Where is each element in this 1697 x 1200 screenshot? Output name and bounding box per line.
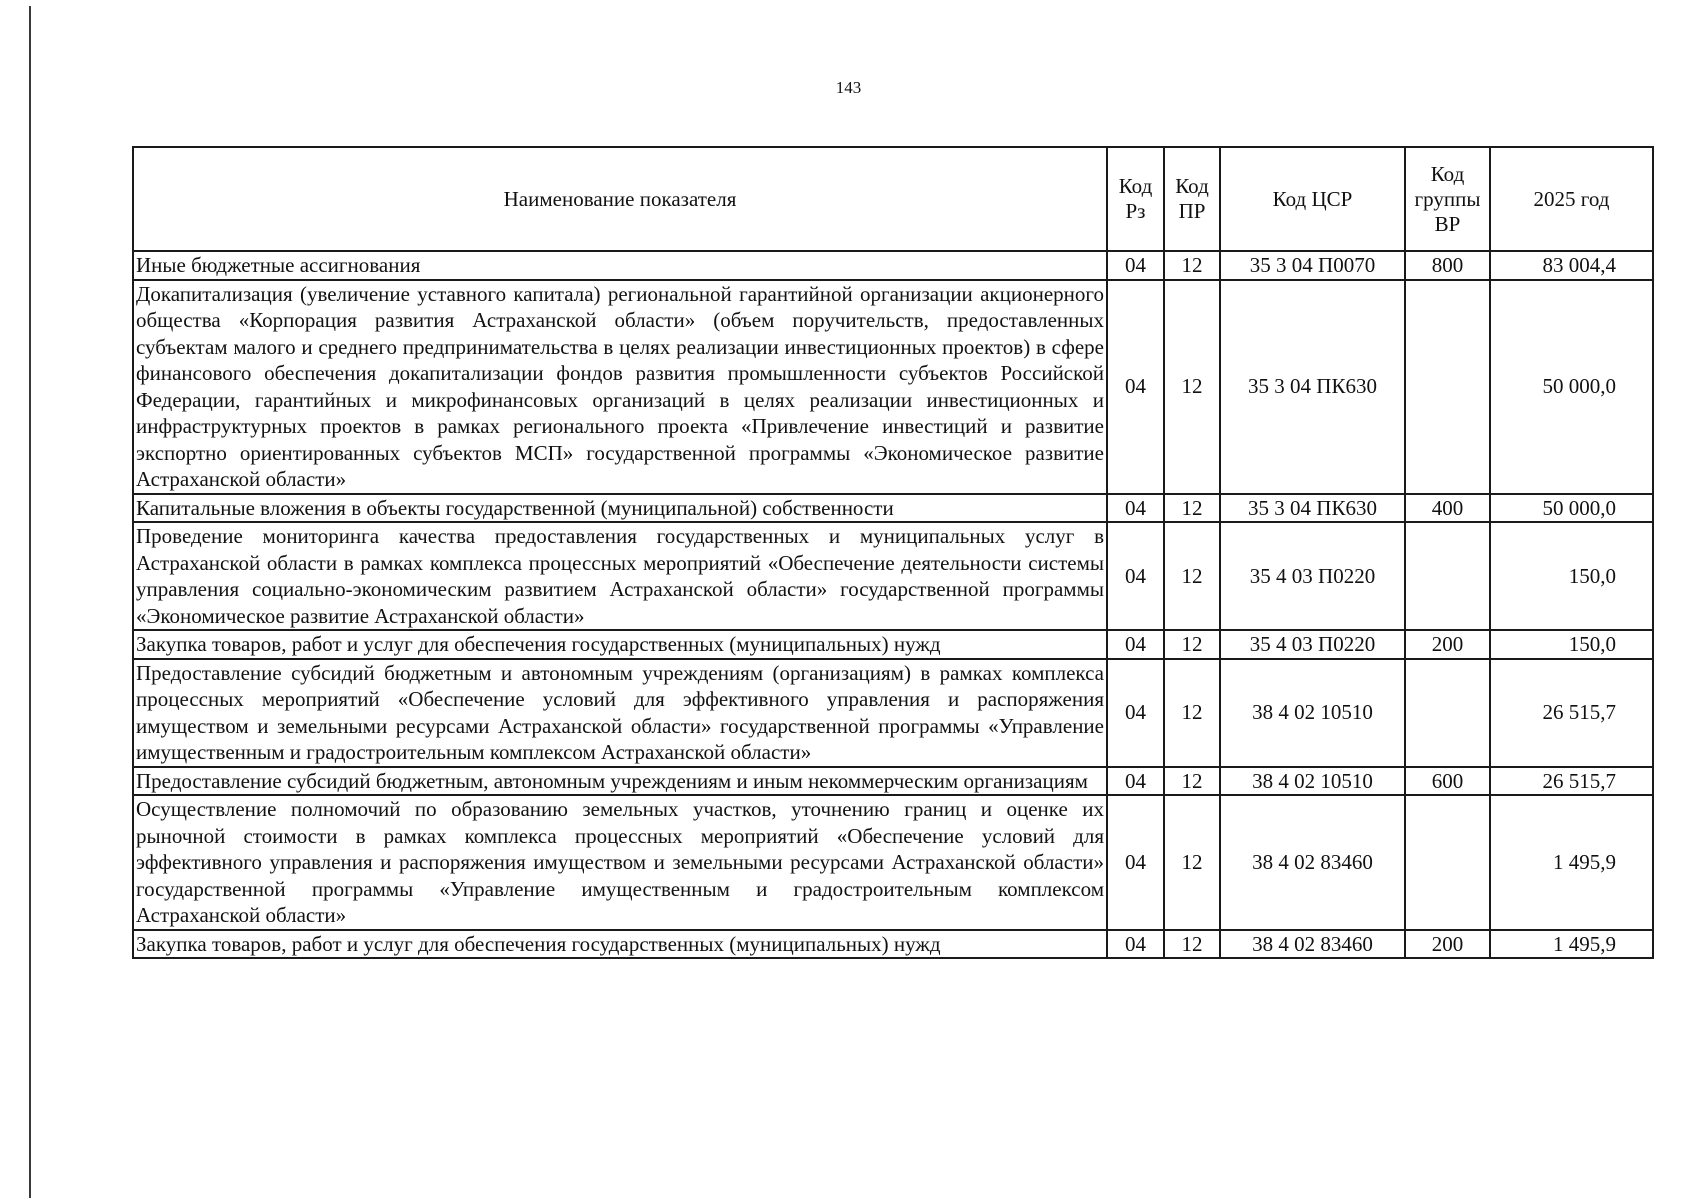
row-pr: 12 (1164, 930, 1220, 959)
row-csr: 38 4 02 83460 (1220, 930, 1405, 959)
row-csr: 35 4 03 П0220 (1220, 630, 1405, 659)
table-row (133, 280, 1653, 494)
header-csr: Код ЦСР (1220, 147, 1405, 251)
row-amount: 26 515,7 (1490, 659, 1653, 767)
row-csr: 35 3 04 П0070 (1220, 251, 1405, 280)
row-vr (1405, 280, 1490, 494)
row-amount: 50 000,0 (1490, 494, 1653, 523)
row-amount: 1 495,9 (1490, 795, 1653, 930)
row-name: Предоставление субсидий бюджетным и автономным учреждениям (организациям) в рамках комплекса процессных мероприятий «Обеспечение условий для эффективного управления и распоряжения имуществом и земельными ресурсами Астраханской области» государственной программы «Управление имущественным и градостроительным комплексом Астраханской области» (133, 659, 1107, 767)
row-vr: 200 (1405, 930, 1490, 959)
row-name: Проведение мониторинга качества предоставления государственных и муниципальных услуг в Астраханской области в рамках комплекса процессных мероприятий «Обеспечение деятельности системы управления социально-экономическим развитием Астраханской области» государственной программы «Экономическое развитие Астраханской области» (133, 522, 1107, 630)
row-amount: 50 000,0 (1490, 280, 1653, 494)
row-amount: 150,0 (1490, 522, 1653, 630)
row-name: Закупка товаров, работ и услуг для обеспечения государственных (муниципальных) нужд (133, 930, 1107, 959)
row-pr: 12 (1164, 767, 1220, 796)
row-rz: 04 (1107, 494, 1164, 523)
row-amount: 150,0 (1490, 630, 1653, 659)
row-vr: 600 (1405, 767, 1490, 796)
row-pr: 12 (1164, 630, 1220, 659)
row-pr: 12 (1164, 659, 1220, 767)
row-rz: 04 (1107, 659, 1164, 767)
row-amount: 1 495,9 (1490, 930, 1653, 959)
row-vr: 200 (1405, 630, 1490, 659)
row-vr (1405, 659, 1490, 767)
row-rz: 04 (1107, 251, 1164, 280)
row-pr: 12 (1164, 522, 1220, 630)
row-name: Закупка товаров, работ и услуг для обеспечения государственных (муниципальных) нужд (133, 630, 1107, 659)
table-header-row (133, 147, 1653, 251)
row-pr: 12 (1164, 494, 1220, 523)
row-pr: 12 (1164, 280, 1220, 494)
table-row (133, 494, 1653, 523)
binding-edge-line (29, 6, 31, 1198)
row-csr: 38 4 02 83460 (1220, 795, 1405, 930)
row-vr: 400 (1405, 494, 1490, 523)
row-amount: 26 515,7 (1490, 767, 1653, 796)
row-name: Предоставление субсидий бюджетным, автономным учреждениям и иным некоммерческим организациям (133, 767, 1107, 796)
table-row (133, 630, 1653, 659)
row-pr: 12 (1164, 251, 1220, 280)
row-csr: 38 4 02 10510 (1220, 659, 1405, 767)
table-row (133, 767, 1653, 796)
header-name: Наименование показателя (133, 147, 1107, 251)
table-row (133, 930, 1653, 959)
table-row (133, 795, 1653, 930)
header-year: 2025 год (1490, 147, 1653, 251)
row-rz: 04 (1107, 795, 1164, 930)
row-pr: 12 (1164, 795, 1220, 930)
budget-table-container (132, 146, 1652, 959)
table-row (133, 659, 1653, 767)
header-rz: Код Рз (1107, 147, 1164, 251)
row-rz: 04 (1107, 930, 1164, 959)
row-rz: 04 (1107, 522, 1164, 630)
row-vr (1405, 522, 1490, 630)
row-rz: 04 (1107, 280, 1164, 494)
row-vr (1405, 795, 1490, 930)
row-name: Докапитализация (увеличение уставного капитала) региональной гарантийной организации акционерного общества «Корпорация развития Астраханской области» (объем поручительств, предоставленных субъектам малого и среднего предпринимательства в целях реализации инвестиционных проектов) в сфере финансового обеспечения докапитализации фондов развития промышленности субъектов Российской Федерации, гарантийных и микрофинансовых организаций в целях реализации инвестиционных и инфраструктурных проектов в рамках регионального проекта «Привлечение инвестиций и развитие экспортно ориентированных субъектов МСП» государственной программы «Экономическое развитие Астраханской области» (133, 280, 1107, 494)
row-amount: 83 004,4 (1490, 251, 1653, 280)
budget-table (132, 146, 1654, 959)
row-name: Осуществление полномочий по образованию земельных участков, уточнению границ и оценке их рыночной стоимости в рамках комплекса процессных мероприятий «Обеспечение условий для эффективного управления и распоряжения имуществом и земельными ресурсами Астраханской области» государственной программы «Управление имущественным и градостроительным комплексом Астраханской области» (133, 795, 1107, 930)
row-name: Иные бюджетные ассигнования (133, 251, 1107, 280)
row-rz: 04 (1107, 630, 1164, 659)
row-rz: 04 (1107, 767, 1164, 796)
header-vr: Код группы ВР (1405, 147, 1490, 251)
row-vr: 800 (1405, 251, 1490, 280)
row-name: Капитальные вложения в объекты государственной (муниципальной) собственности (133, 494, 1107, 523)
table-row (133, 522, 1653, 630)
header-pr: Код ПР (1164, 147, 1220, 251)
page-number: 143 (835, 78, 862, 97)
row-csr: 38 4 02 10510 (1220, 767, 1405, 796)
row-csr: 35 4 03 П0220 (1220, 522, 1405, 630)
row-csr: 35 3 04 ПК630 (1220, 280, 1405, 494)
row-csr: 35 3 04 ПК630 (1220, 494, 1405, 523)
table-row (133, 251, 1653, 280)
